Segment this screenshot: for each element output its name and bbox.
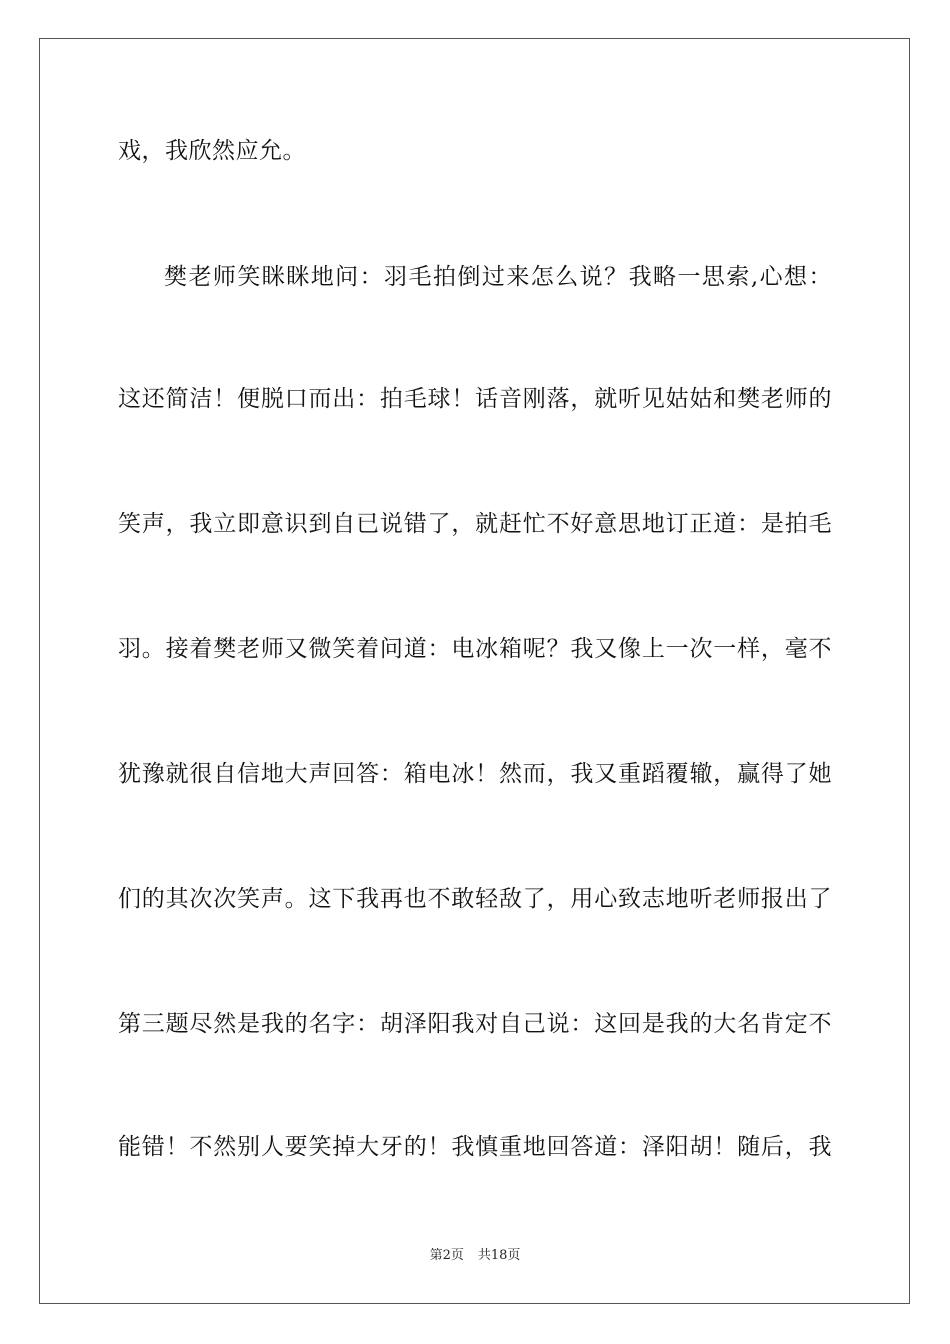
text-line-2: 樊老师笑眯眯地问：羽毛拍倒过来怎么说？我略一思索,心想： bbox=[164, 264, 832, 290]
page-number: 第2页 bbox=[429, 1248, 464, 1263]
text-line-5: 羽。接着樊老师又微笑着问道：电冰箱呢？我又像上一次一样，毫不 bbox=[118, 636, 832, 662]
text-line-4: 笑声，我立即意识到自已说错了，就赶忙不好意思地订正道：是拍毛 bbox=[118, 511, 832, 537]
text-line-7: 们的其次次笑声。这下我再也不敢轻敌了，用心致志地听老师报出了 bbox=[118, 886, 832, 912]
text-line-8: 第三题尽然是我的名字：胡泽阳我对自己说：这回是我的大名肯定不 bbox=[118, 1011, 832, 1037]
text-line-3: 这还简洁！便脱口而出：拍毛球！话音刚落，就听见姑姑和樊老师的 bbox=[118, 386, 832, 412]
page-total: 共18页 bbox=[477, 1248, 521, 1263]
text-line-6: 犹豫就很自信地大声回答：箱电冰！然而，我又重蹈覆辙，赢得了她 bbox=[118, 761, 832, 787]
page-footer bbox=[0, 1248, 950, 1264]
page-border bbox=[39, 38, 910, 1304]
text-line-1: 戏，我欣然应允。 bbox=[118, 138, 306, 164]
text-line-9: 能错！不然别人要笑掉大牙的！我慎重地回答道：泽阳胡！随后，我 bbox=[118, 1134, 832, 1160]
